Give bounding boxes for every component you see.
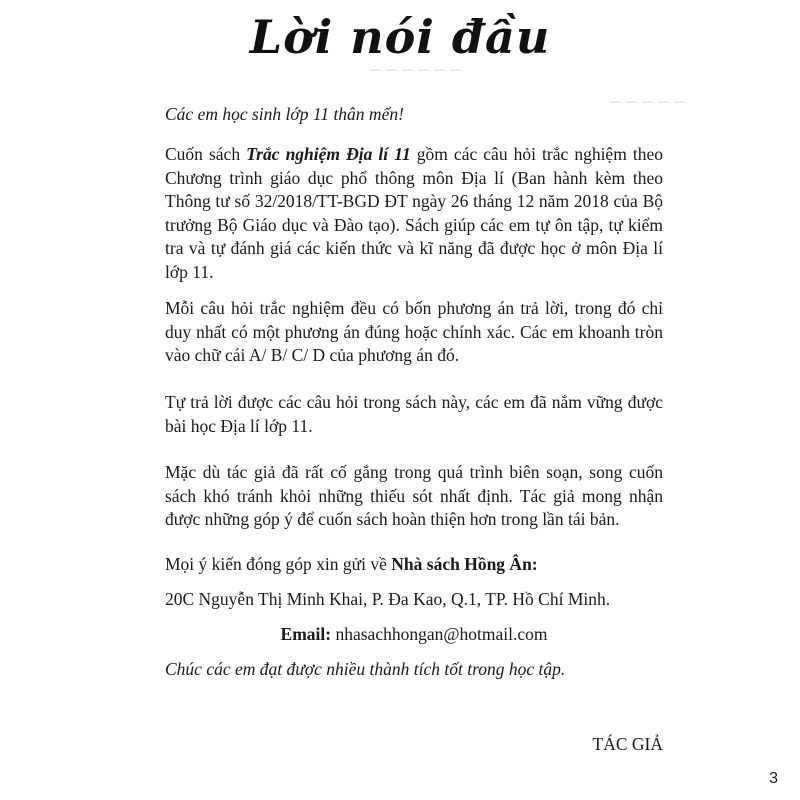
- paragraph-3-text: Tự trả lời được các câu hỏi trong sách này, các em đã nắm vững được bài học Địa lí lớp 11.: [165, 392, 663, 436]
- greeting: [165, 103, 663, 127]
- paragraph-1: [165, 143, 663, 284]
- email-address: nhasachhongan@hotmail.com: [331, 624, 548, 644]
- signature: TÁC GIẢ: [592, 734, 663, 754]
- book-title: Trắc nghiệm Địa lí 11: [246, 144, 411, 164]
- paragraph-4: [165, 461, 663, 532]
- paragraph-2-text: Mỗi câu hỏi trắc nghiệm đều có bốn phương án trả lời, trong đó chỉ duy nhất có một phương án đúng hoặc chính xác. Các em khoanh tròn vào chữ cái A/ B/ C/ D của phương án đó.: [165, 298, 663, 365]
- page-number: 3: [769, 770, 778, 787]
- contact-line: [165, 553, 663, 577]
- email-line: [165, 623, 663, 647]
- paragraph-2: [165, 297, 663, 368]
- greeting-text: Các em học sinh lớp 11 thân mến!: [165, 104, 404, 124]
- paragraph-1-lead: Cuốn sách: [165, 144, 247, 164]
- paragraph-4-text: Mặc dù tác giả đã rất cố gắng trong quá trình biên soạn, song cuốn sách khó tránh khỏi những thiếu sót nhất định. Tác giả mong nhận được những góp ý để cuốn sách hoàn thiện hơn trong lần tái bản.: [165, 462, 663, 529]
- address: 20C Nguyễn Thị Minh Khai, P. Đa Kao, Q.1, TP. Hồ Chí Minh.: [165, 589, 611, 609]
- email-label: Email:: [280, 624, 332, 644]
- paragraph-1-text: gồm các câu hỏi trắc nghiệm theo Chương trình giáo dục phổ thông môn Địa lí (Ban hành kèm theo Thông tư số 32/2018/TT-BGD ĐT ngày 26 tháng 12 năm 2018 của Bộ trưởng Bộ Giáo dục và Đào tạo). Sách giúp các em tự ôn tập, tự kiểm tra và tự đánh giá các kiến thức và kĩ năng đã được học ở môn Địa lí lớp 11.: [165, 144, 663, 282]
- show-through-text: — — — — —: [610, 96, 687, 108]
- page-title: Lời nói đầu: [249, 10, 551, 64]
- paragraph-3: [165, 391, 663, 438]
- show-through-text: — — — — — —: [370, 64, 463, 76]
- closing: Chúc các em đạt được nhiều thành tích tốt trong học tập.: [165, 659, 566, 679]
- publisher-name: Nhà sách Hồng Ân:: [391, 554, 538, 574]
- contact-lead: Mọi ý kiến đóng góp xin gửi về: [165, 554, 392, 574]
